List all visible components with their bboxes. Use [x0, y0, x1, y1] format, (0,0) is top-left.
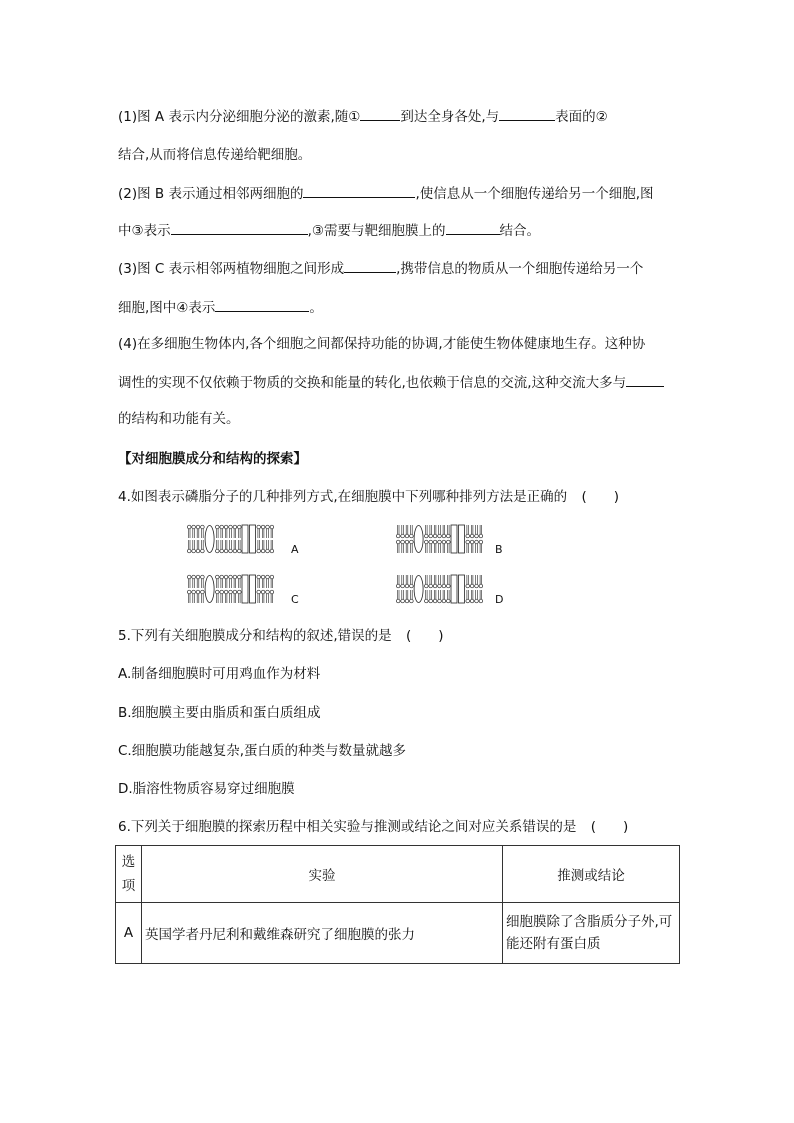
option-label-b: B: [495, 543, 503, 556]
phospholipid-head: [410, 599, 414, 603]
phospholipid-head: [266, 575, 270, 579]
q3-line-9: [118, 409, 240, 429]
protein-oval: [414, 526, 423, 553]
phospholipid-head: [475, 599, 479, 603]
protein-rect: [242, 575, 248, 603]
q5-option-c[interactable]: C.细胞膜功能越复杂,蛋白质的种类与数量就越多: [118, 743, 407, 759]
phospholipid-head: [192, 549, 196, 553]
phospholipid-head: [410, 540, 414, 544]
phospholipid-head: [187, 590, 191, 594]
q3-p1-text-c: 表面的②: [555, 109, 608, 125]
phospholipid-head: [442, 534, 446, 538]
membrane-diagram-d[interactable]: [395, 574, 498, 608]
phospholipid-head: [201, 575, 205, 579]
answer-blank[interactable]: [626, 372, 664, 387]
q3-p2-text-b: ,使信息从一个细胞传递给另一个细胞,图: [415, 186, 654, 202]
q3-p2-text-a: (2)图 B 表示通过相邻两细胞的: [118, 186, 304, 202]
answer-blank[interactable]: [446, 220, 500, 235]
phospholipid-head: [438, 584, 442, 588]
phospholipid-head: [475, 584, 479, 588]
q5-option-a[interactable]: A.制备细胞膜时可用鸡血作为材料: [118, 666, 321, 682]
phospholipid-head: [429, 540, 433, 544]
phospholipid-head: [216, 549, 220, 553]
q3-line-1: [118, 106, 608, 127]
phospholipid-head: [187, 575, 191, 579]
phospholipid-head: [433, 599, 437, 603]
q4-answer-paren[interactable]: ( ): [581, 489, 620, 505]
q5-option-b[interactable]: B.细胞膜主要由脂质和蛋白质组成: [118, 705, 321, 721]
phospholipid-head: [192, 575, 196, 579]
q6-answer-paren[interactable]: ( ): [590, 819, 629, 835]
phospholipid-head: [466, 584, 470, 588]
phospholipid-head: [233, 575, 237, 579]
protein-rect: [451, 575, 457, 603]
phospholipid-head: [196, 549, 200, 553]
q3-line-4: [118, 220, 540, 241]
phospholipid-head: [396, 534, 400, 538]
phospholipid-head: [410, 534, 414, 538]
phospholipid-head: [466, 599, 470, 603]
phospholipid-head: [238, 525, 242, 529]
phospholipid-head: [396, 599, 400, 603]
protein-rect: [242, 525, 248, 553]
phospholipid-head: [270, 575, 274, 579]
phospholipid-head: [233, 549, 237, 553]
q3-line-5: [118, 258, 643, 279]
phospholipid-bilayer-drawing: [186, 574, 289, 604]
q5-answer-paren[interactable]: ( ): [405, 628, 444, 644]
phospholipid-head: [442, 540, 446, 544]
q3-line-6: [118, 297, 323, 318]
phospholipid-head: [201, 549, 205, 553]
answer-blank[interactable]: [499, 106, 555, 121]
phospholipid-head: [270, 549, 274, 553]
phospholipid-head: [196, 590, 200, 594]
phospholipid-head: [224, 525, 228, 529]
q3-p4-text-a: (4)在多细胞生物体内,各个细胞之间都保持功能的协调,才能使生物体健康地生存。这种协: [118, 336, 646, 352]
option-label-c: C: [291, 593, 299, 606]
phospholipid-head: [257, 549, 261, 553]
phospholipid-head: [438, 534, 442, 538]
q4-stem-line: [118, 487, 619, 507]
q3-line-7: [118, 334, 645, 354]
q3-p3-text-a: (3)图 C 表示相邻两植物细胞之间形成: [118, 261, 345, 277]
phospholipid-head: [224, 590, 228, 594]
q3-line-8: [118, 372, 664, 393]
phospholipid-head: [229, 525, 233, 529]
phospholipid-head: [224, 549, 228, 553]
phospholipid-head: [220, 575, 224, 579]
q5-stem: 5.下列有关细胞膜成分和结构的叙述,错误的是: [118, 628, 392, 644]
phospholipid-head: [479, 540, 483, 544]
q3-p3-text-c: 细胞,图中④表示: [118, 300, 216, 316]
phospholipid-head: [270, 525, 274, 529]
phospholipid-head: [470, 540, 474, 544]
q3-p1-text-b: 到达全身各处,与: [400, 109, 500, 125]
q4-stem: 4.如图表示磷脂分子的几种排列方式,在细胞膜中下列哪种排列方法是正确的: [118, 489, 568, 505]
phospholipid-head: [438, 599, 442, 603]
phospholipid-head: [229, 575, 233, 579]
phospholipid-head: [438, 540, 442, 544]
phospholipid-head: [479, 584, 483, 588]
phospholipid-bilayer-drawing: [186, 524, 289, 554]
phospholipid-head: [266, 549, 270, 553]
phospholipid-head: [405, 599, 409, 603]
phospholipid-head: [216, 590, 220, 594]
protein-oval: [205, 576, 214, 603]
protein-oval: [414, 576, 423, 603]
phospholipid-head: [220, 590, 224, 594]
phospholipid-head: [401, 599, 405, 603]
answer-blank[interactable]: [215, 297, 309, 312]
phospholipid-bilayer-drawing: [395, 524, 498, 554]
phospholipid-head: [196, 575, 200, 579]
phospholipid-head: [233, 525, 237, 529]
answer-blank[interactable]: [344, 258, 396, 273]
phospholipid-head: [401, 540, 405, 544]
phospholipid-head: [266, 525, 270, 529]
phospholipid-head: [192, 525, 196, 529]
phospholipid-head: [261, 549, 265, 553]
phospholipid-head: [238, 590, 242, 594]
phospholipid-head: [433, 584, 437, 588]
phospholipid-head: [187, 525, 191, 529]
phospholipid-head: [257, 590, 261, 594]
phospholipid-head: [425, 540, 429, 544]
phospholipid-head: [266, 590, 270, 594]
q3-p2-text-e: 结合。: [499, 223, 541, 239]
q3-p3-text-b: ,携带信息的物质从一个细胞传递给另一个: [396, 261, 644, 277]
header-conclusion: 推测或结论: [503, 846, 680, 903]
q3-p4-text-c: 的结构和功能有关。: [118, 411, 240, 427]
phospholipid-head: [405, 584, 409, 588]
phospholipid-head: [229, 549, 233, 553]
option-label-a: A: [291, 543, 299, 556]
phospholipid-head: [447, 584, 451, 588]
phospholipid-head: [470, 599, 474, 603]
q3-line-3: [118, 183, 654, 204]
phospholipid-head: [405, 534, 409, 538]
option-label-d: D: [495, 593, 504, 606]
q6-stem: 6.下列关于细胞膜的探索历程中相关实验与推测或结论之间对应关系错误的是: [118, 819, 577, 835]
membrane-diagram-b[interactable]: [395, 524, 498, 558]
cell-option: A: [116, 903, 142, 964]
phospholipid-head: [479, 599, 483, 603]
phospholipid-head: [229, 590, 233, 594]
q5-option-d[interactable]: D.脂溶性物质容易穿过细胞膜: [118, 781, 295, 797]
phospholipid-head: [396, 540, 400, 544]
protein-rect: [459, 575, 465, 603]
phospholipid-head: [257, 575, 261, 579]
phospholipid-head: [466, 534, 470, 538]
phospholipid-head: [401, 534, 405, 538]
phospholipid-head: [425, 534, 429, 538]
phospholipid-head: [201, 590, 205, 594]
phospholipid-head: [257, 525, 261, 529]
protein-rect: [250, 525, 256, 553]
protein-rect: [459, 525, 465, 553]
cell-experiment: 英国学者丹尼利和戴维森研究了细胞膜的张力: [142, 903, 503, 964]
q3-p2-text-d: ,③需要与靶细胞膜上的: [307, 223, 446, 239]
phospholipid-head: [216, 575, 220, 579]
q3-p2-text-c: 中③表示: [118, 223, 171, 239]
phospholipid-head: [470, 534, 474, 538]
phospholipid-head: [442, 599, 446, 603]
phospholipid-head: [425, 599, 429, 603]
section-title: 【对细胞膜成分和结构的探索】: [118, 451, 307, 467]
phospholipid-head: [238, 549, 242, 553]
phospholipid-head: [396, 584, 400, 588]
q3-line-2: [118, 145, 311, 165]
phospholipid-head: [196, 525, 200, 529]
table-row: [116, 903, 680, 964]
phospholipid-head: [433, 534, 437, 538]
phospholipid-head: [447, 534, 451, 538]
phospholipid-head: [233, 590, 237, 594]
phospholipid-head: [429, 599, 433, 603]
phospholipid-head: [192, 590, 196, 594]
phospholipid-bilayer-drawing: [395, 574, 498, 604]
phospholipid-head: [270, 590, 274, 594]
phospholipid-head: [220, 525, 224, 529]
phospholipid-head: [425, 584, 429, 588]
phospholipid-head: [470, 584, 474, 588]
phospholipid-head: [429, 584, 433, 588]
phospholipid-head: [447, 540, 451, 544]
phospholipid-head: [261, 590, 265, 594]
phospholipid-head: [433, 540, 437, 544]
phospholipid-head: [216, 525, 220, 529]
phospholipid-head: [405, 540, 409, 544]
phospholipid-head: [479, 534, 483, 538]
answer-blank[interactable]: [360, 106, 400, 121]
header-experiment: 实验: [142, 846, 503, 903]
phospholipid-head: [429, 534, 433, 538]
answer-blank[interactable]: [171, 220, 308, 235]
phospholipid-head: [220, 549, 224, 553]
experiment-table: [115, 845, 680, 964]
phospholipid-head: [261, 575, 265, 579]
membrane-diagram-c[interactable]: [186, 574, 289, 608]
table-header-row: [116, 846, 680, 903]
cell-conclusion: 细胞膜除了含脂质分子外,可能还附有蛋白质: [503, 903, 680, 964]
q3-p1-text-d: 结合,从而将信息传递给靶细胞。: [118, 147, 312, 163]
q3-p3-text-d: 。: [309, 300, 323, 316]
phospholipid-head: [442, 584, 446, 588]
phospholipid-head: [401, 584, 405, 588]
q3-p1-text-a: (1)图 A 表示内分泌细胞分泌的激素,随①: [118, 109, 361, 125]
q3-p4-text-b: 调性的实现不仅依赖于物质的交换和能量的转化,也依赖于信息的交流,这种交流大多与: [118, 375, 627, 391]
phospholipid-head: [410, 584, 414, 588]
phospholipid-head: [447, 599, 451, 603]
phospholipid-head: [224, 575, 228, 579]
membrane-diagram-a[interactable]: [186, 524, 289, 558]
protein-rect: [451, 525, 457, 553]
header-option: 选项: [116, 846, 142, 903]
phospholipid-head: [261, 525, 265, 529]
phospholipid-head: [475, 540, 479, 544]
q6-stem-line: [118, 817, 628, 837]
protein-rect: [250, 575, 256, 603]
phospholipid-head: [238, 575, 242, 579]
q5-stem-line: [118, 626, 444, 646]
answer-blank[interactable]: [303, 183, 415, 198]
phospholipid-head: [475, 534, 479, 538]
protein-oval: [205, 526, 214, 553]
phospholipid-head: [201, 525, 205, 529]
phospholipid-head: [187, 549, 191, 553]
phospholipid-head: [466, 540, 470, 544]
